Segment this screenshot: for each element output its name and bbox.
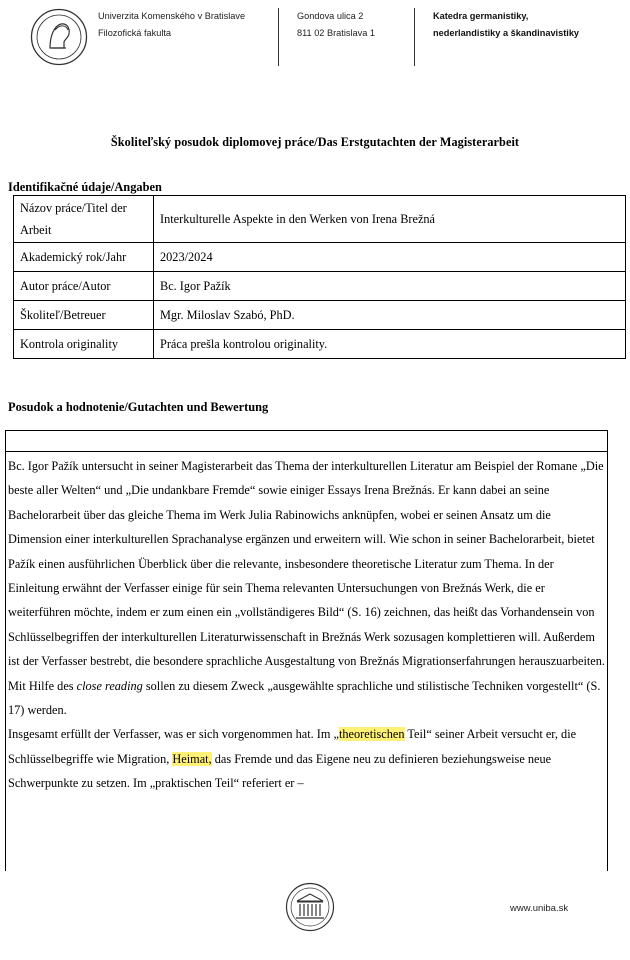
letterhead-divider: [278, 8, 279, 66]
address-city: 811 02 Bratislava 1: [297, 28, 375, 38]
row-value: 2023/2024: [154, 243, 626, 272]
evaluation-heading: Posudok a hodnotenie/Gutachten und Bewertung: [8, 400, 269, 414]
table-row: [14, 196, 626, 243]
university-building-logo: [285, 882, 335, 932]
row-label: Autor práce/Autor: [14, 272, 154, 301]
footer-website: www.uniba.sk: [510, 903, 569, 914]
row-label: Akademický rok/Jahr: [14, 243, 154, 272]
table-row: [14, 272, 626, 301]
row-label: Kontrola originality: [14, 330, 154, 359]
identification-table: [13, 195, 626, 359]
university-name: Univerzita Komenského v Bratislave: [98, 11, 246, 21]
evaluation-empty-cell: [6, 431, 607, 452]
text-segment: Teil“ seiner Arbeit versucht er, die Schlüsselbegriffe wie Migration,: [8, 727, 577, 766]
university-seal-logo: [30, 8, 88, 66]
highlighted-word: theoretischen: [338, 727, 405, 742]
text-segment: Insgesamt erfüllt der Verfasser, was er sich vorgenommen hat. Im „: [8, 727, 339, 742]
faculty-name: Filozofická fakulta: [98, 28, 172, 38]
evaluation-text: [6, 452, 607, 796]
department-line-2: nederlandistiky a škandinavistiky: [433, 28, 580, 38]
table-row: [14, 301, 626, 330]
evaluation-paragraph: [8, 454, 607, 722]
text-segment: Bc. Igor Pažík untersucht in seiner Magisterarbeit das Thema der interkulturellen Literatur am Beispiel der Romane „Die beste aller Welten“ und „Die undankbare Fremde“ sowie einiger Essays Irena Brežnás. Er kann dabei an seine Bachelorarbeit über das gleiche Thema im Werk Julia Rabinowichs anknüpfen, wobei er seinen Ansatz um die Dimension einer interkulturellen Sprachanalyse ergänzen und erweitern will. Wie schon in seiner Bachelorarbeit, bietet Pažík einen ausführlichen Überblick über die relevante, insbesondere theoretische Literatur zum Thema. In der Einleitung erwähnt der Verfasser einige für sein Thema relevanten Untersuchungen von Brežnás Werk, die er weiterführen möchte, indem er zum einen ein „vollständigeres Bild“ (S. 16) zeichnen, das heißt das Vorhandensein von Schlüsselbegriffen der interkulturellen Literaturwissenschaft in Brežnás Werk sozusagen komplettieren will. Außerdem ist der Verfasser bestrebt, die besondere sprachliche Ausgestaltung von Brežnás Migrationserfahrungen herauszuarbeiten. Mit Hilfe des: [8, 459, 605, 693]
letterhead-university-block: [98, 8, 245, 42]
address-street: Gondova ulica 2: [297, 11, 364, 21]
text-segment: sollen zu diesem Zweck „ausgewählte sprachliche und stilistische Techniken vorgestellt“ (S. 17) werden.: [8, 678, 601, 718]
row-value: Interkulturelle Aspekte in den Werken von Irena Brežná: [154, 196, 626, 243]
letterhead-address-block: [297, 8, 375, 42]
evaluation-box: [5, 430, 608, 871]
row-label: Školiteľ/Betreuer: [14, 301, 154, 330]
text-segment-italic: close reading: [76, 678, 143, 693]
letterhead-divider: [414, 8, 415, 66]
document-title: Školiteľský posudok diplomovej práce/Das Erstgutachten der Magisterarbeit: [110, 135, 520, 149]
table-row: [14, 330, 626, 359]
evaluation-paragraph: [8, 722, 607, 795]
table-row: [14, 243, 626, 272]
department-line-1: Katedra germanistiky,: [433, 11, 529, 21]
row-value: Mgr. Miloslav Szabó, PhD.: [154, 301, 626, 330]
row-value: Práca prešla kontrolou originality.: [154, 330, 626, 359]
row-label: Názov práce/Titel der Arbeit: [14, 196, 154, 243]
highlighted-word: Heimat,: [172, 751, 212, 766]
text-segment: das Fremde und das Eigene neu zu definieren beziehungsweise neue Schwerpunkte zu setzen. Im „praktischen Teil“ referiert er –: [8, 751, 552, 791]
letterhead-department-block: [433, 8, 579, 42]
row-value: Bc. Igor Pažík: [154, 272, 626, 301]
identification-heading: Identifikačné údaje/Angaben: [8, 180, 162, 194]
